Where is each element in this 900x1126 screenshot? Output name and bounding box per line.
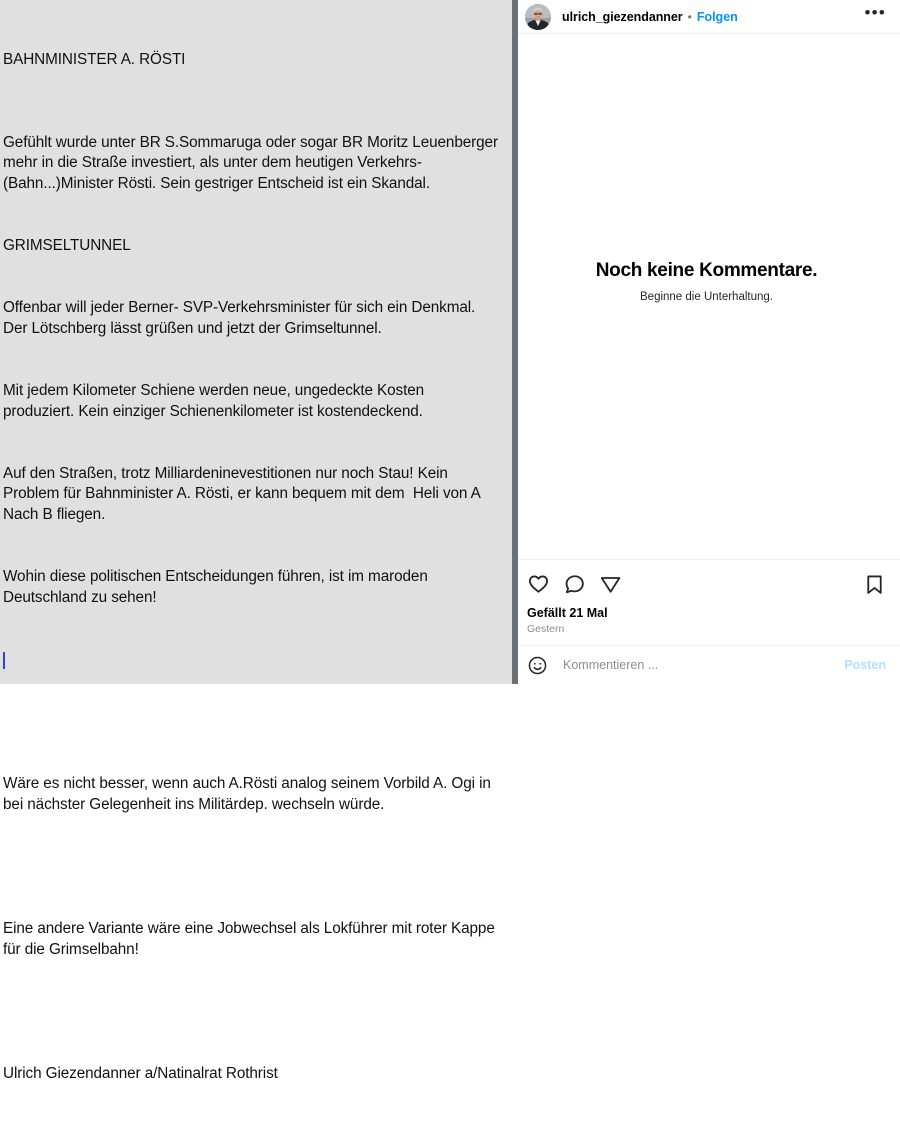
post-paragraph: GRIMSELTUNNEL <box>3 237 131 255</box>
no-comments-subtitle: Beginne die Unterhaltung. <box>640 291 773 303</box>
comment-input[interactable] <box>561 657 834 673</box>
blank-line <box>3 712 498 733</box>
post-paragraph: Wäre es nicht besser, wenn auch A.Rösti analog seinem Vorbild A. Ogi in bei nächster Gelegenheit ins Militärdep. wechseln würde. <box>3 775 495 813</box>
comments-empty-state <box>513 34 900 559</box>
speech-bubble-icon[interactable] <box>563 573 586 596</box>
comment-composer <box>513 645 900 684</box>
post-header <box>513 0 900 34</box>
avatar[interactable] <box>525 4 551 30</box>
post-timestamp: Gestern <box>527 623 565 635</box>
post-paragraph: Offenbar will jeder Berner- SVP-Verkehrsminister für sich ein Denkmal. Der Lötschberg lässt grüßen und jetzt der Grimseltunnel. <box>3 299 480 337</box>
action-icon-row <box>527 571 886 597</box>
post-paragraph: Mit jedem Kilometer Schiene werden neue, ungedeckte Kosten produziert. Kein einziger Schienenkilometer ist kostendeckend. <box>3 381 429 420</box>
post-paragraph: Auf den Straßen, trotz Milliardeninevestitionen nur noch Stau! Kein Problem für Bahnminister A. Rösti, er kann bequem mit dem Heli von A Nach B fliegen. <box>3 464 485 524</box>
follow-button[interactable]: Folgen <box>696 9 738 24</box>
post-actions-bar <box>513 559 900 645</box>
post-author-username[interactable]: ulrich_giezendanner <box>562 9 683 24</box>
post-paragraph: Gefühlt wurde unter BR S.Sommaruga oder sogar BR Moritz Leuenberger mehr in die Straße investiert, als unter dem heutigen Verkehrs- (Bahn...)Minister Rösti. Sein gestriger Entscheid ist ein Skandal. <box>3 133 503 192</box>
post-signature: Ulrich Giezendanner a/Natinalrat Rothrist <box>3 1065 278 1083</box>
bookmark-icon[interactable] <box>863 573 886 596</box>
text-caret <box>3 650 498 671</box>
instagram-post-panel <box>512 0 900 684</box>
vertical-scrollbar[interactable] <box>512 0 518 684</box>
post-paragraph: Wohin diese politischen Entscheidungen führen, ist im maroden Deutschland zu sehen! <box>3 568 432 606</box>
scrollbar-thumb[interactable] <box>512 0 518 684</box>
heart-icon[interactable] <box>527 573 550 596</box>
likes-count[interactable]: Gefällt 21 Mal <box>527 606 608 620</box>
post-paragraph: Eine andere Variante wäre eine Jobwechsel als Lokführer mit roter Kappe für die Grimselbahn! <box>3 920 499 958</box>
no-comments-title: Noch keine Kommentare. <box>595 260 818 281</box>
blank-line <box>3 857 498 878</box>
blank-line <box>3 1002 498 1023</box>
paper-plane-icon[interactable] <box>599 573 622 596</box>
emoji-smiley-icon[interactable] <box>527 655 548 676</box>
post-comment-button[interactable]: Posten <box>844 658 886 672</box>
post-title: BAHNMINISTER A. RÖSTI <box>3 51 186 69</box>
more-options-icon[interactable]: ••• <box>864 3 886 22</box>
separator-dot: • <box>687 9 692 24</box>
